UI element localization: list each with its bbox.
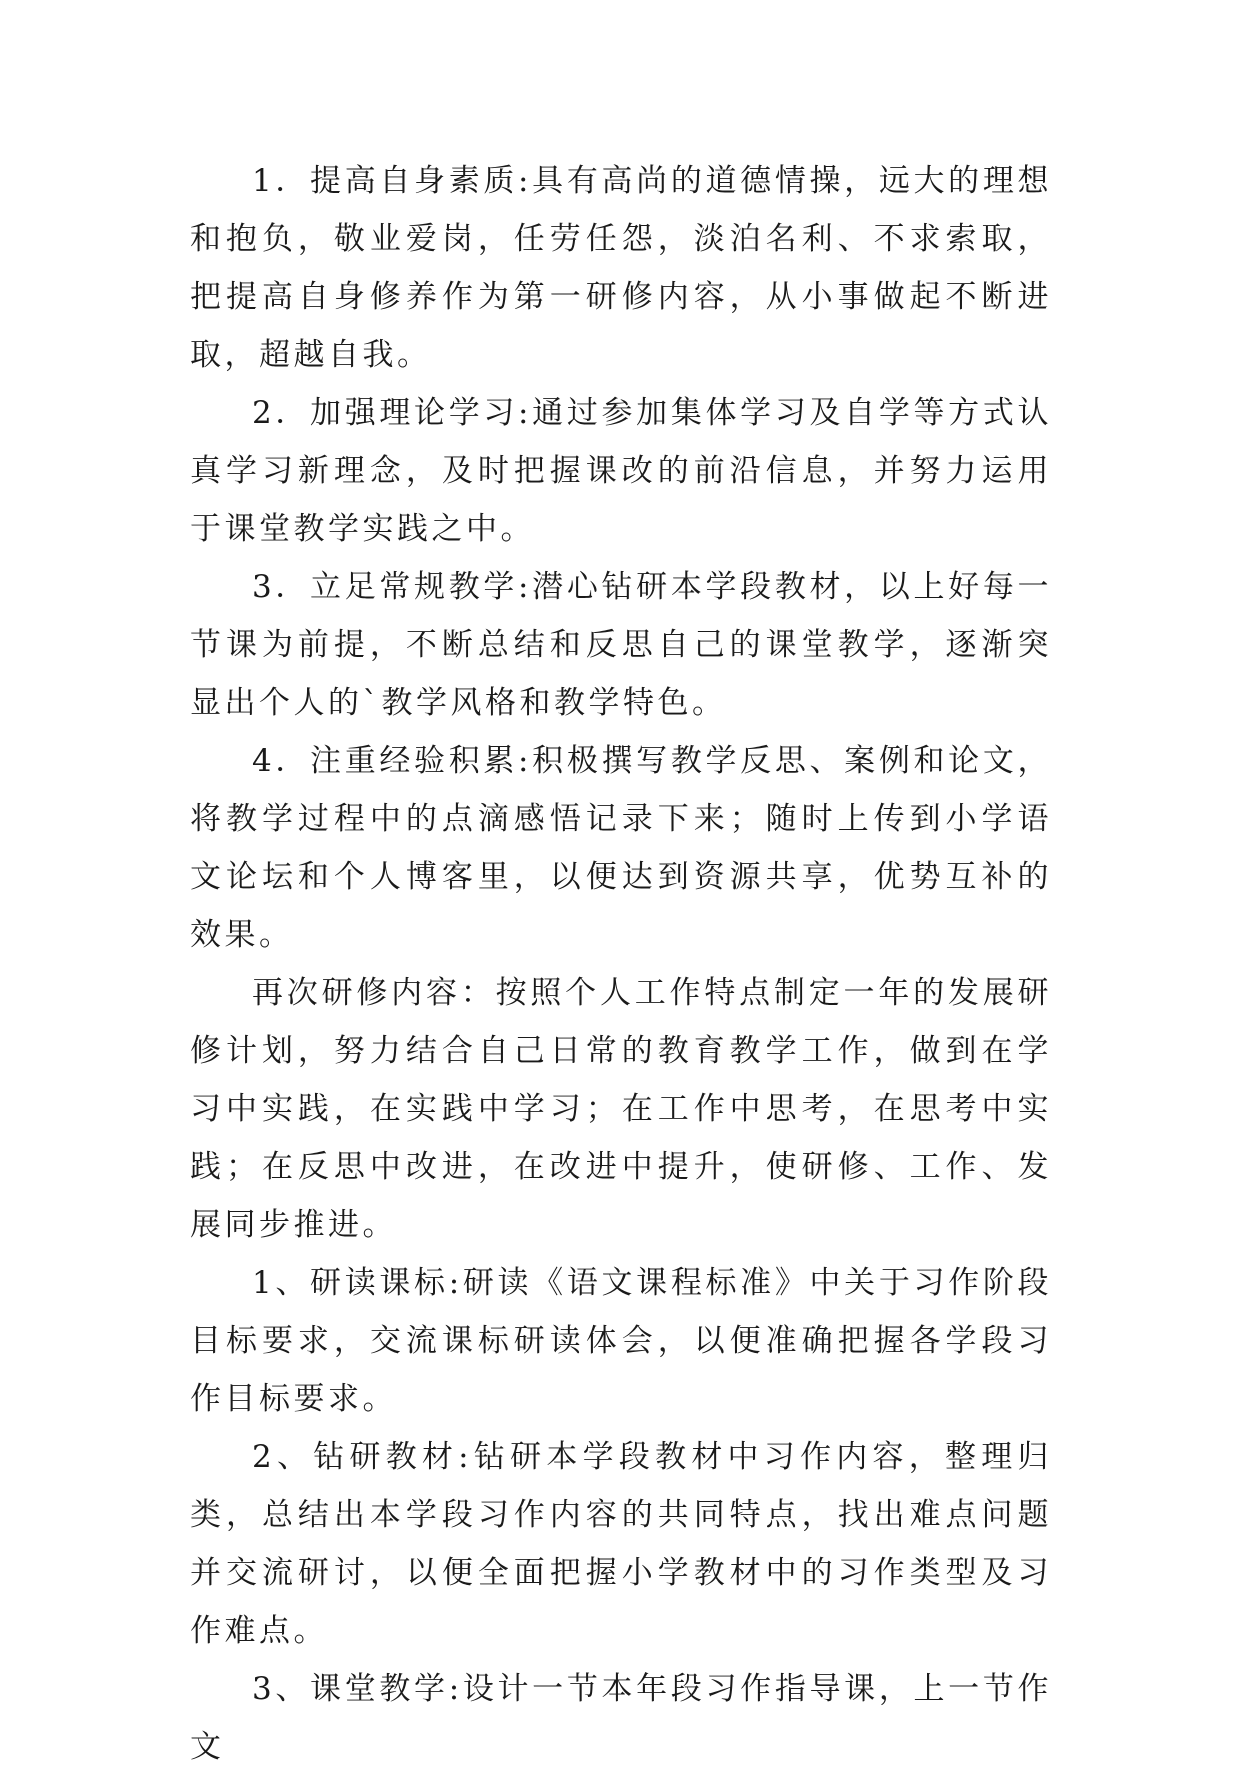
paragraph-classroom-teaching: 3、课堂教学:设计一节本年段习作指导课，上一节作文 — [190, 1671, 1052, 1765]
paragraph-theory-study: 2．加强理论学习:通过参加集体学习及自学等方式认真学习新理念，及时把握课改的前沿信息，并努力运用于课堂教学实践之中。 — [190, 395, 1052, 547]
paragraph-study-textbook: 2、钻研教材:钻研本学段教材中习作内容，整理归类，总结出本学段习作内容的共同特点，找出难点问题并交流研讨，以便全面把握小学教材中的习作类型及习作难点。 — [190, 1439, 1052, 1649]
paragraph-experience-accumulation: 4．注重经验积累:积极撰写教学反思、案例和论文，将教学过程中的点滴感悟记录下来；随时上传到小学语文论坛和个人博客里，以便达到资源共享，优势互补的效果。 — [190, 743, 1052, 953]
paragraph-further-study-content: 再次研修内容：按照个人工作特点制定一年的发展研修计划，努力结合自己日常的教育教学工作，做到在学习中实践，在实践中学习；在工作中思考，在思考中实践；在反思中改进，在改进中提升，使研修、工作、发展同步推进。 — [190, 975, 1052, 1243]
paragraph-study-curriculum-standard: 1、研读课标:研读《语文课程标准》中关于习作阶段目标要求，交流课标研读体会，以便准确把握各学段习作目标要求。 — [190, 1265, 1052, 1417]
paragraph-routine-teaching: 3．立足常规教学:潜心钻研本学段教材，以上好每一节课为前提，不断总结和反思自己的课堂教学，逐渐突显出个人的`教学风格和教学特色。 — [190, 569, 1052, 721]
paragraph-improve-quality: 1．提高自身素质:具有高尚的道德情操，远大的理想和抱负，敬业爱岗，任劳任怨，淡泊名利、不求索取，把提高自身修养作为第一研修内容，从小事做起不断进取，超越自我。 — [190, 163, 1052, 373]
document-body — [190, 152, 1052, 1776]
